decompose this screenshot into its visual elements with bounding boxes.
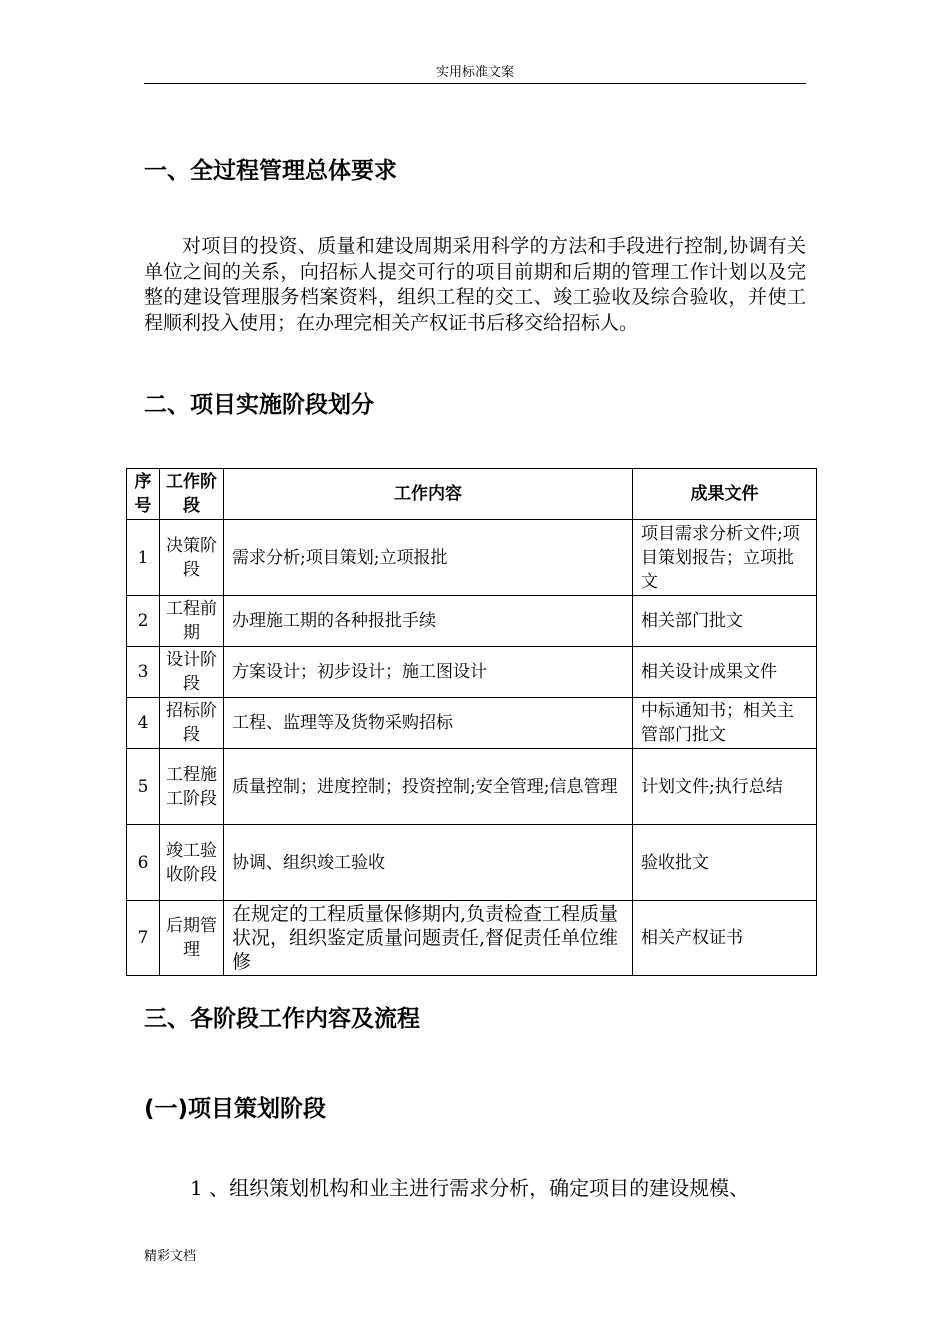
row-content: 办理施工期的各种报批手续 <box>224 596 633 647</box>
row-no: 2 <box>127 596 160 647</box>
item-1-text: 1 、组织策划机构和业主进行需求分析，确定项目的建设规模、 <box>190 1176 750 1200</box>
row-content: 方案设计；初步设计；施工图设计 <box>224 647 633 698</box>
page-header: 实用标准文案 <box>144 64 806 84</box>
section-1-heading: 一、全过程管理总体要求 <box>144 158 397 184</box>
row-content: 在规定的工程质量保修期内,负责检查工程质量状况，组织鉴定质量问题责任,督促责任单位维修 <box>224 901 633 976</box>
row-result: 中标通知书；相关主管部门批文 <box>633 698 817 749</box>
section-1-paragraph: 对项目的投资、质量和建设周期采用科学的方法和手段进行控制,协调有关单位之间的关系，向招标人提交可行的项目前期和后期的管理工作计划以及完整的建设管理服务档案资料，组织工程的交工、竣工验收及综合验收，并使工程顺利投入使用；在办理完相关产权证书后移交给招标人。 <box>144 235 806 334</box>
row-content: 工程、监理等及货物采购招标 <box>224 698 633 749</box>
row-no: 3 <box>127 647 160 698</box>
table-row <box>127 520 817 596</box>
row-no: 4 <box>127 698 160 749</box>
row-stage: 设计阶段 <box>160 647 224 698</box>
page-footer: 精彩文档 <box>144 1249 197 1264</box>
table-header-row <box>127 469 817 520</box>
table-row <box>127 596 817 647</box>
row-no: 7 <box>127 901 160 976</box>
row-no: 6 <box>127 825 160 901</box>
row-content: 需求分析;项目策划;立项报批 <box>224 520 633 596</box>
stage-table <box>126 468 817 976</box>
header-no: 序号 <box>127 469 160 520</box>
table-row <box>127 825 817 901</box>
row-stage: 工程施工阶段 <box>160 749 224 825</box>
section-3-subheading: (一)项目策划阶段 <box>144 1096 327 1122</box>
section-3-heading: 三、各阶段工作内容及流程 <box>144 1006 420 1032</box>
table-row <box>127 698 817 749</box>
row-result: 验收批文 <box>633 825 817 901</box>
row-result: 相关部门批文 <box>633 596 817 647</box>
row-result: 计划文件;执行总结 <box>633 749 817 825</box>
row-result: 项目需求分析文件;项目策划报告；立项批文 <box>633 520 817 596</box>
row-no: 5 <box>127 749 160 825</box>
header-content: 工作内容 <box>224 469 633 520</box>
table-row <box>127 901 817 976</box>
header-result: 成果文件 <box>633 469 817 520</box>
row-stage: 决策阶段 <box>160 520 224 596</box>
row-content: 质量控制；进度控制；投资控制;安全管理;信息管理 <box>224 749 633 825</box>
row-stage: 工程前期 <box>160 596 224 647</box>
table-row <box>127 749 817 825</box>
section-2-heading: 二、项目实施阶段划分 <box>144 392 374 418</box>
header-stage: 工作阶段 <box>160 469 224 520</box>
table-row <box>127 647 817 698</box>
row-stage: 招标阶段 <box>160 698 224 749</box>
row-stage: 后期管理 <box>160 901 224 976</box>
row-result: 相关设计成果文件 <box>633 647 817 698</box>
row-no: 1 <box>127 520 160 596</box>
row-stage: 竣工验收阶段 <box>160 825 224 901</box>
row-result: 相关产权证书 <box>633 901 817 976</box>
row-content: 协调、组织竣工验收 <box>224 825 633 901</box>
